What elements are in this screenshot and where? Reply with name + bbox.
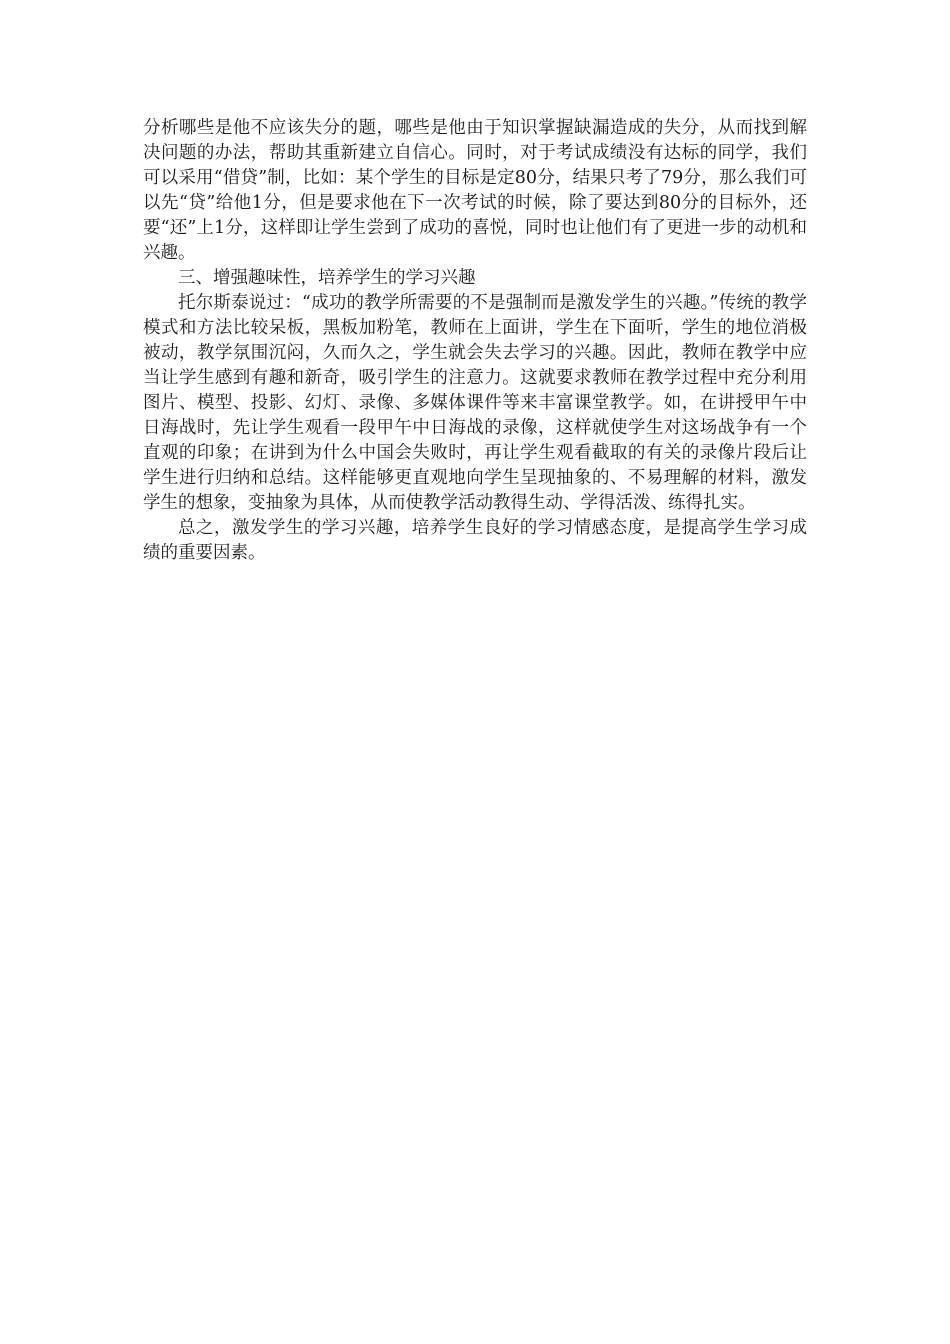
paragraph-tolstoy-quote: 托尔斯泰说过：“成功的教学所需要的不是强制而是激发学生的兴趣。”传统的教学模式和方法比较呆板，黑板加粉笔，教师在上面讲，学生在下面听，学生的地位消极被动，教学氛围沉闷，久而久之，学生就会失去学习的兴趣。因此，教师在教学中应当让学生感到有趣和新奇，吸引学生的注意力。这就要求教师在教学过程中充分利用图片、模型、投影、幻灯、录像、多媒体课件等来丰富课堂教学。如，在讲授甲午中日海战时，先让学生观看一段甲午中日海战的录像，这样就使学生对这场战争有一个直观的印象；在讲到为什么中国会失败时，再让学生观看截取的有关的录像片段后让学生进行归纳和总结。这样能够更直观地向学生呈现抽象的、不易理解的材料，激发学生的想象，变抽象为具体，从而使教学活动教得生动、学得活泼、练得扎实。 — [143, 293, 807, 513]
document-body — [143, 116, 807, 566]
paragraph-continued: 分析哪些是他不应该失分的题，哪些是他由于知识掌握缺漏造成的失分，从而找到解决问题的办法，帮助其重新建立自信心。同时，对于考试成绩没有达标的同学，我们可以采用“借贷”制，比如：某个学生的目标是定80分，结果只考了79分，那么我们可以先“贷”给他1分，但是要求他在下一次考试的时候，除了要达到80分的目标外，还要“还”上1分，这样即让学生尝到了成功的喜悦，同时也让他们有了更进一步的动机和兴趣。 — [143, 118, 807, 263]
section-heading: 三、增强趣味性，培养学生的学习兴趣 — [178, 268, 476, 288]
paragraph-conclusion: 总之，激发学生的学习兴趣，培养学生良好的学习情感态度，是提高学生学习成绩的重要因素。 — [143, 518, 807, 563]
